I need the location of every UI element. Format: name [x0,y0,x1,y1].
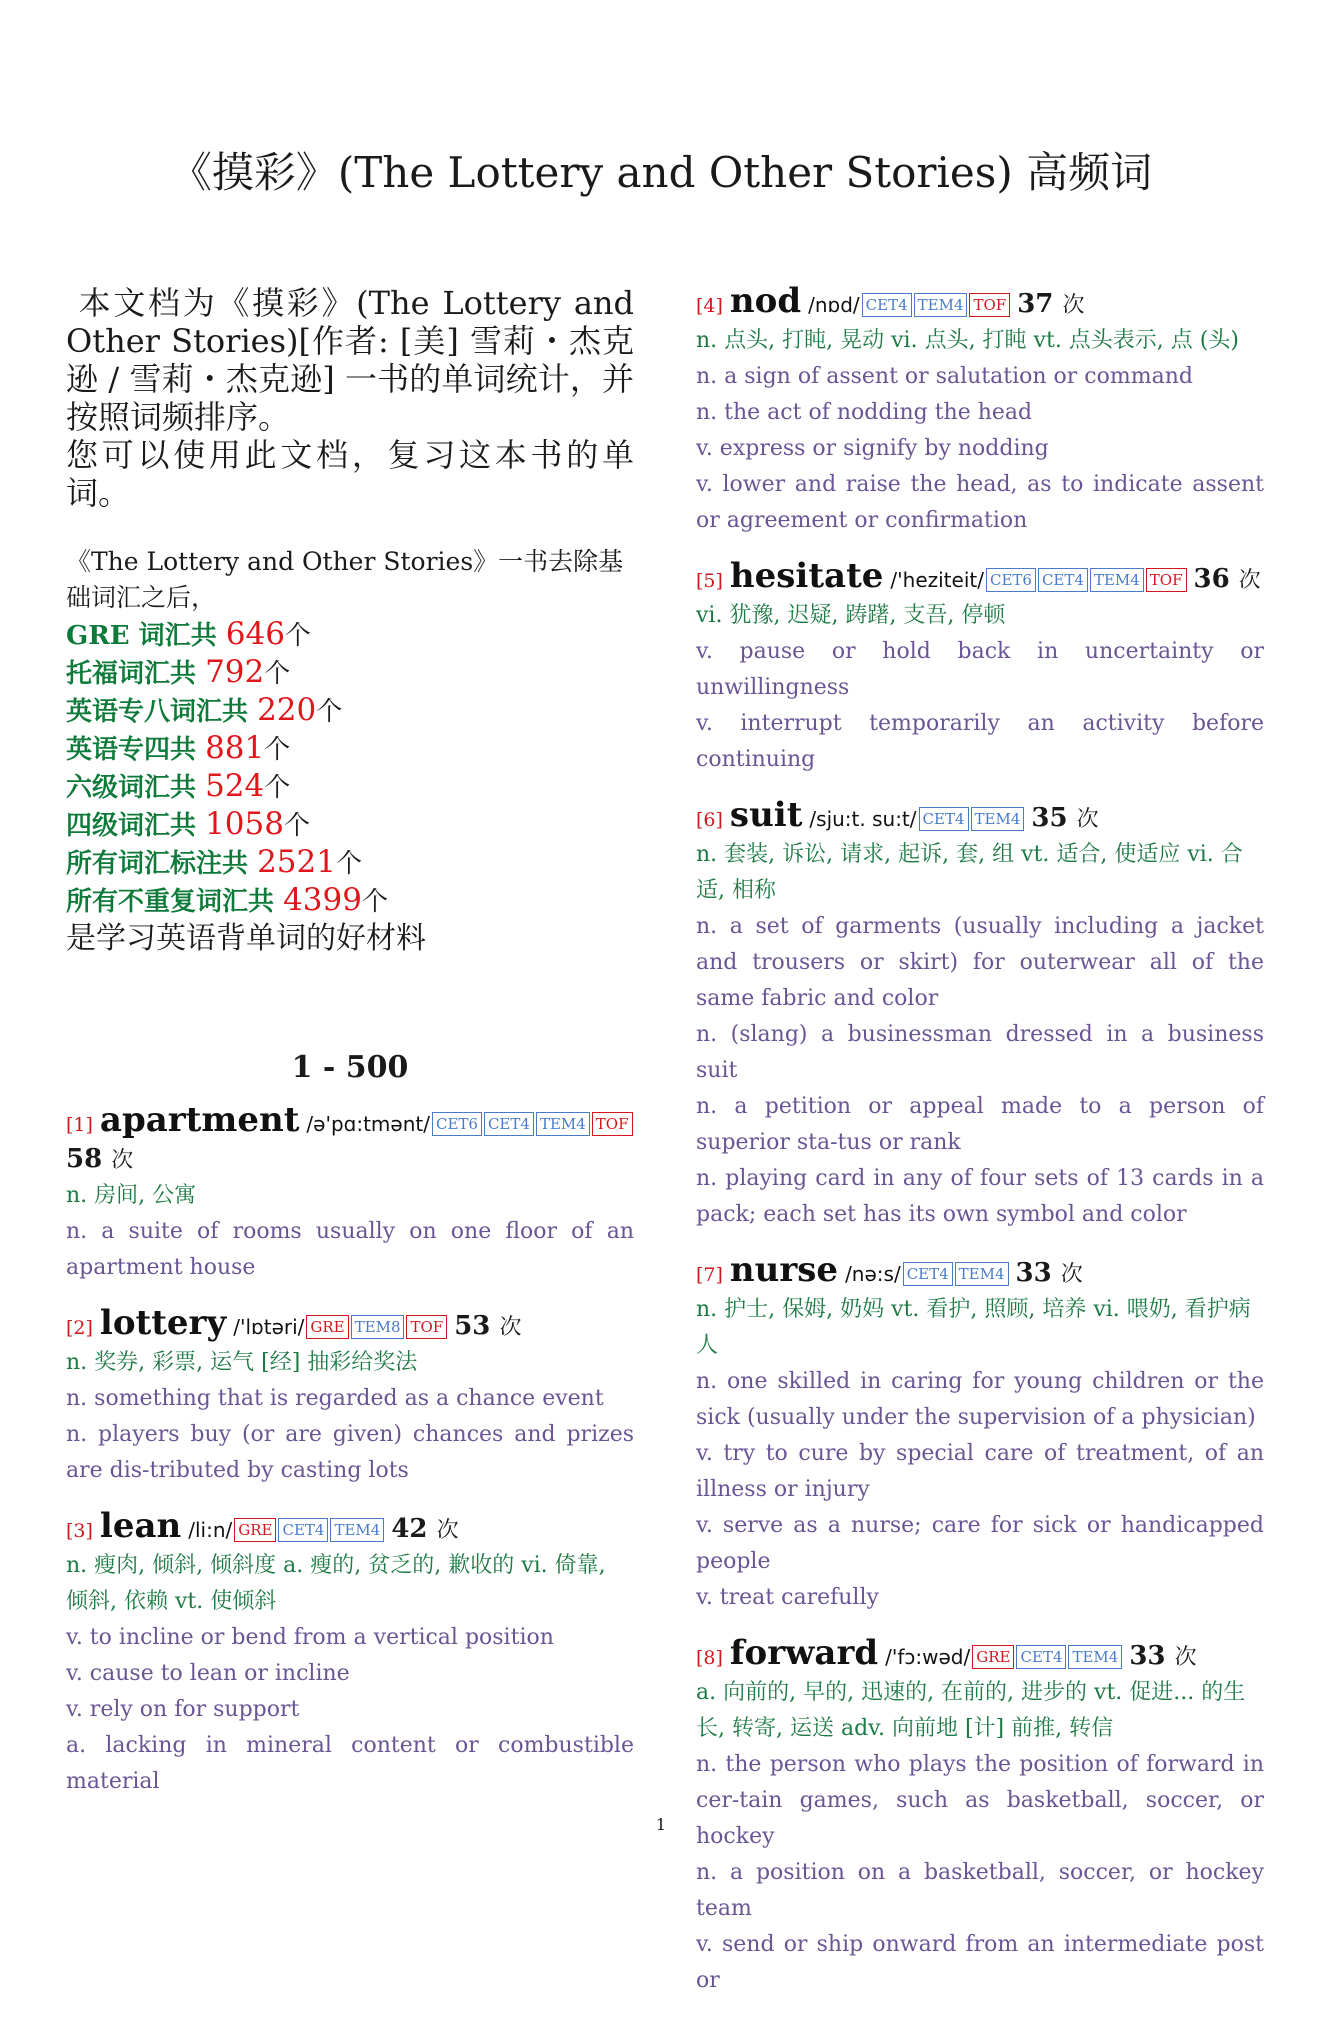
right-column [696,281,1264,2019]
english-definition: n. players buy (or are given) chances and prizes are dis-tributed by casting lots [66,1422,634,1483]
exam-tag: CET4 [1038,568,1088,592]
word-entry [696,556,1264,778]
stat-mid: 共 [248,887,284,917]
range-heading: 1 - 500 [291,1050,409,1085]
entry-frequency [1016,1258,1083,1288]
entry-word: hesitate [729,556,884,596]
frequency-unit: 次 [1060,1262,1083,1287]
word-entry [66,1100,634,1286]
frequency-value: 33 [1129,1641,1166,1671]
entry-word: suit [729,795,803,835]
entry-frequency [1194,564,1261,594]
stat-mid: 共 [170,811,206,841]
english-definition: v. cause to lean or incline [66,1661,350,1686]
stat-mid: 共 [222,849,258,879]
frequency-value: 35 [1031,803,1068,833]
entry-rank: [7] [696,1264,723,1286]
frequency-unit: 次 [1062,293,1085,318]
entry-rank: [4] [696,295,723,317]
entries-right [696,281,1264,1999]
entry-header [66,1100,634,1178]
page-number: 1 [655,1815,667,1834]
english-definition: n. something that is regarded as a chance event [66,1386,604,1411]
stat-label: 托福词汇 [66,659,171,689]
left-column [66,284,634,1820]
exam-tag: TEM4 [1090,568,1144,592]
english-definition: n. the act of nodding the head [696,400,1033,425]
entry-frequency [454,1311,521,1341]
stat-mid: 共 [170,659,206,689]
exam-tag: CET4 [1016,1645,1066,1669]
exam-tag: CET6 [986,568,1036,592]
english-definition: v. send or ship onward from an intermediate post or [696,1932,1264,1993]
english-definition: v. rely on for support [66,1697,300,1722]
frequency-unit: 次 [111,1148,134,1173]
word-entry [696,795,1264,1233]
entry-frequency [66,1144,133,1174]
frequency-unit: 次 [1238,568,1261,593]
stat-label: 所有词汇标注 [66,849,223,879]
entry-phonetic: /sju:t. su:t/ [809,807,917,831]
english-definition: n. a suite of rooms usually on one floor of an apartment house [66,1219,634,1280]
frequency-value: 33 [1015,1258,1052,1288]
exam-tag: TEM4 [971,807,1025,831]
english-definition: v. try to cure by special care of treatment, of an illness or injury [696,1441,1264,1502]
entry-rank: [2] [66,1317,93,1339]
english-definition: n. a sign of assent or salutation or command [696,364,1193,389]
english-definition: n. playing card in any of four sets of 13 cards in a pack; each set has its own symbol and color [696,1166,1264,1227]
chinese-definition: n. 奖券, 彩票, 运气 [经] 抽彩给奖法 [66,1350,418,1375]
entry-phonetic: /'heziteit/ [890,568,984,592]
closing-line: 是学习英语背单词的好材料 [66,921,426,956]
stat-row [66,692,634,730]
frequency-value: 42 [391,1514,428,1544]
intro-text-1: 本文档为《摸彩》(The Lottery and Other Stories)[作者: [美] 雪莉・杰克逊 / 雪莉・杰克逊] 一书的单词统计，并按照词频排序。 [66,284,634,436]
exam-tag: TOF [592,1112,633,1136]
english-definition: v. interrupt temporarily an activity before continuing [696,711,1264,772]
exam-tag: CET4 [903,1262,953,1286]
entry-frequency [1017,289,1084,319]
frequency-value: 36 [1193,564,1230,594]
exam-tag: CET4 [862,293,912,317]
english-definition: v. to incline or bend from a vertical position [66,1625,554,1650]
frequency-value: 53 [454,1311,491,1341]
english-definition: v. express or signify by nodding [696,436,1049,461]
english-definition: n. a set of garments (usually including a jacket and trousers or skirt) for outerwear all of the same fabric and color [696,914,1264,1011]
stat-unit: 个 [264,735,291,765]
exam-tag: TEM4 [536,1112,590,1136]
exam-tag: TEM8 [351,1315,405,1339]
intro-text-2: 您可以使用此文档，复习这本书的单词。 [66,436,634,512]
intro-summary: 《The Lottery and Other Stories》一书去除基础词汇之后， [66,547,624,612]
english-definition: n. one skilled in caring for young children or the sick (usually under the supervision of a physician) [696,1369,1264,1430]
exam-tag: CET4 [919,807,969,831]
stat-row [66,882,634,920]
entry-word: lottery [99,1303,227,1343]
stat-mid: 共 [170,735,206,765]
entry-header [696,281,1264,323]
entry-frequency [1129,1641,1196,1671]
frequency-value: 58 [66,1144,103,1174]
stat-mid: 共 [190,621,226,651]
stat-label: 英语专四 [66,735,171,765]
entries-left [66,1100,634,1800]
entry-word: forward [729,1633,879,1673]
stat-unit: 个 [284,621,311,651]
english-definition: v. serve as a nurse; care for sick or handicapped people [696,1513,1264,1574]
stat-row [66,616,634,654]
exam-tag: GRE [306,1315,348,1339]
frequency-unit: 次 [1076,807,1099,832]
exam-tag: TEM4 [1068,1645,1122,1669]
stat-row [66,730,634,768]
english-definition: a. lacking in mineral content or combustible material [66,1733,634,1794]
stat-number: 881 [205,730,265,766]
exam-tag: CET6 [432,1112,482,1136]
entry-header [696,556,1264,598]
stat-unit: 个 [264,773,291,803]
english-definition: v. treat carefully [696,1585,879,1610]
word-entry [696,1250,1264,1616]
entry-word: apartment [99,1100,300,1140]
stat-row [66,654,634,692]
stat-unit: 个 [316,697,343,727]
english-definition: n. the person who plays the position of forward in cer-tain games, such as basketball, soccer, or hockey [696,1752,1264,1849]
stat-label: 所有不重复词汇 [66,887,249,917]
stat-number: 646 [225,616,285,652]
stat-label: 四级词汇 [66,811,171,841]
exam-tag: GRE [234,1518,276,1542]
stat-unit: 个 [264,659,291,689]
exam-tag: TOF [406,1315,447,1339]
exam-tag: TOF [1146,568,1187,592]
stat-label: 六级词汇 [66,773,171,803]
document-title: 《摸彩》(The Lottery and Other Stories) 高频词 [169,148,1153,197]
stat-number: 524 [205,768,265,804]
chinese-definition: n. 房间, 公寓 [66,1183,197,1208]
exam-tag: TEM4 [955,1262,1009,1286]
frequency-value: 37 [1017,289,1054,319]
chinese-definition: n. 瘦肉, 倾斜, 倾斜度 a. 瘦的, 贫乏的, 歉收的 vi. 倚靠, 倾斜, 依赖 vt. 使倾斜 [66,1553,606,1614]
chinese-definition: vi. 犹豫, 迟疑, 踌躇, 支吾, 停顿 [696,603,1006,628]
entry-word: nod [729,281,802,321]
chinese-definition: a. 向前的, 早的, 迅速的, 在前的, 进步的 vt. 促进... 的生长, 转寄, 运送 adv. 向前地 [计] 前推, 转信 [696,1680,1246,1741]
stat-unit: 个 [335,849,362,879]
entry-phonetic: /'lɒtəri/ [233,1315,305,1339]
stat-number: 4399 [283,882,362,918]
stat-unit: 个 [283,811,310,841]
stat-number: 220 [257,692,317,728]
entry-phonetic: /nɒd/ [808,293,860,317]
exam-tag: GRE [972,1645,1014,1669]
chinese-definition: n. 护士, 保姆, 奶妈 vt. 看护, 照顾, 培养 vi. 喂奶, 看护病人 [696,1297,1251,1358]
stat-number: 1058 [205,806,284,842]
stat-label: 英语专八词汇 [66,697,223,727]
stat-number: 2521 [257,844,336,880]
english-definition: n. a position on a basketball, soccer, or hockey team [696,1860,1264,1921]
entry-frequency [1031,803,1098,833]
entry-rank: [3] [66,1520,93,1542]
intro-paragraph [66,284,634,512]
exam-tag: CET4 [484,1112,534,1136]
entry-phonetic: /ə'pɑ:tmənt/ [306,1112,430,1136]
entry-rank: [1] [66,1114,93,1136]
exam-tag: CET4 [278,1518,328,1542]
stat-unit: 个 [361,887,388,917]
stat-row [66,768,634,806]
entry-frequency [391,1514,458,1544]
entry-header [66,1506,634,1548]
stat-number: 792 [205,654,265,690]
exam-tag: TEM4 [914,293,968,317]
stat-mid: 共 [222,697,258,727]
english-definition: n. (slang) a businessman dressed in a business suit [696,1022,1264,1083]
entry-word: nurse [729,1250,839,1290]
entry-header [696,795,1264,837]
entry-phonetic: /li:n/ [188,1518,233,1542]
frequency-unit: 次 [436,1518,459,1543]
stat-mid: 共 [170,773,206,803]
vocab-stats [66,616,634,920]
exam-tag: TEM4 [330,1518,384,1542]
exam-tag: TOF [969,293,1010,317]
word-entry [696,281,1264,539]
chinese-definition: n. 套装, 诉讼, 请求, 起诉, 套, 组 vt. 适合, 使适应 vi. 合适, 相称 [696,842,1243,903]
stat-row [66,844,634,882]
entry-rank: [8] [696,1647,723,1669]
stat-row [66,806,634,844]
english-definition: v. lower and raise the head, as to indicate assent or agreement or confirmation [696,472,1264,533]
entry-rank: [6] [696,809,723,831]
entry-header [66,1303,634,1345]
chinese-definition: n. 点头, 打盹, 晃动 vi. 点头, 打盹 vt. 点头表示, 点 (头) [696,328,1239,353]
entry-rank: [5] [696,570,723,592]
entry-word: lean [99,1506,182,1546]
entry-header [696,1633,1264,1675]
frequency-unit: 次 [499,1315,522,1340]
english-definition: v. pause or hold back in uncertainty or unwillingness [696,639,1264,700]
word-entry [66,1506,634,1800]
stat-label: GRE 词汇 [66,621,191,651]
word-entry [66,1303,634,1489]
english-definition: n. a petition or appeal made to a person of superior sta-tus or rank [696,1094,1264,1155]
entry-phonetic: /'fɔ:wəd/ [885,1645,971,1669]
frequency-unit: 次 [1174,1645,1197,1670]
entry-phonetic: /nə:s/ [845,1262,901,1286]
entry-header [696,1250,1264,1292]
